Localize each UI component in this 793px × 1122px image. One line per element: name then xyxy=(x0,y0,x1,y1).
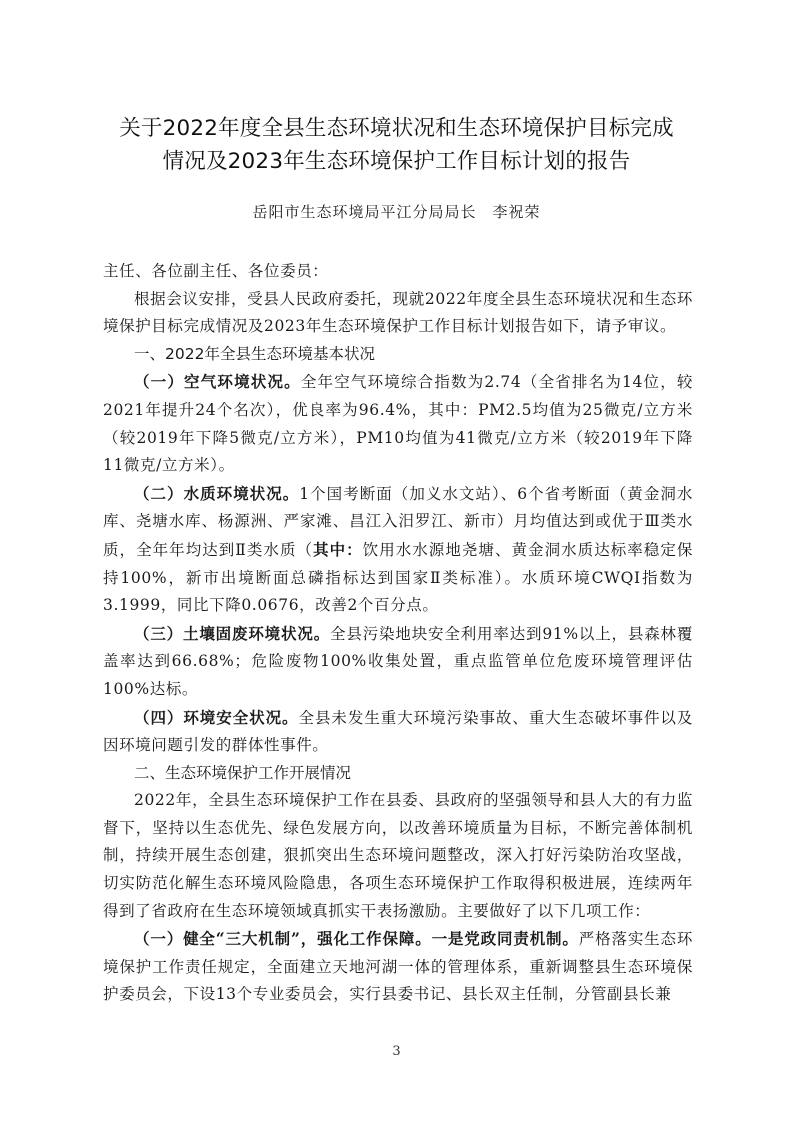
paragraph-text: 全年空气环境综合指数为2.74（全省排名为14位，较2021年提升24个名次），优良率为96.4%，其中：PM2.5均值为25微克/立方米（较2019年下降5微克/立方米），PM10均值为41微克/立方米（较2019年下降11微克/立方米）。 xyxy=(103,373,693,475)
paragraph-text: 1个国考断面（加义水文站）、6个省考断面（黄金洞水库、尧塘水库、杨源洲、严家滩、昌江入汨罗江、新市）月均值达到或优于Ⅲ类水质，全年年均达到Ⅱ类水质（ xyxy=(103,484,693,559)
document-title xyxy=(80,112,713,178)
paragraph-text: 严格落实生态环境保护工作责任规定，全面建立天地河湖一体的管理体系，重新调整县生态环境保护委员会，下设13个专业委员会，实行县委书记、县长双主任制，分管副县长兼 xyxy=(103,930,693,1004)
paragraph-lead: （一）健全“三大机制”，强化工作保障。一是党政同责机制。 xyxy=(134,929,579,949)
section-2-heading: 二、生态环境保护工作开展情况 xyxy=(134,763,352,782)
title-line-2: 情况及2023年生态环境保护工作目标计划的报告 xyxy=(162,149,631,174)
document-body xyxy=(103,258,693,1009)
title-line-1: 关于2022年度全县生态环境状况和生态环境保护目标完成 xyxy=(119,116,674,141)
water-quality-paragraph xyxy=(103,480,693,620)
env-safety-paragraph xyxy=(103,704,693,760)
soil-waste-paragraph xyxy=(103,620,693,704)
section-1-heading: 一、2022年全县生态环境基本状况 xyxy=(134,344,375,363)
intro-paragraph: 根据会议安排，受县人民政府委托，现就2022年度全县生态环境状况和生态环境保护目标完成情况及2023年生态环境保护工作目标计划报告如下，请予审议。 xyxy=(103,289,693,336)
paragraph-text: 全县污染地块安全利用率达到91%以上，县森林覆盖率达到66.68%；危险废物100%收集处置，重点监管单位危废环境管理评估100%达标。 xyxy=(103,624,693,698)
paragraph-lead: （四）环境安全状况。 xyxy=(134,707,299,727)
paragraph-text: 全县未发生重大环境污染事故、重大生态破坏事件以及因环境问题引发的群体性事件。 xyxy=(103,708,693,755)
salutation: 主任、各位副主任、各位委员： xyxy=(103,262,329,280)
paragraph-lead: （一）空气环境状况。 xyxy=(134,372,301,392)
section-2-intro: 2022年，全县生态环境保护工作在县委、县政府的坚强领导和县人大的有力监督下，坚持以生态优先、绿色发展方向，以改善环境质量为目标，不断完善体制机制，持续开展生态创建，狠抓突出生态环境问题整改，深入打好污染防治攻坚战，切实防范化解生态环境风险隐患，各项生态环境保护工作取得积极进展，连续两年得到了省政府在生态环境领域真抓实干表扬激励。主要做好了以下几项工作： xyxy=(103,791,693,920)
mechanism-paragraph xyxy=(103,925,693,1009)
author-line: 岳阳市生态环境局平江分局局长 李祝荣 xyxy=(252,203,541,221)
air-quality-paragraph xyxy=(103,368,693,479)
paragraph-bold-inline: 其中： xyxy=(313,539,363,559)
paragraph-lead: （二）水质环境状况。 xyxy=(134,483,300,503)
page-number: 3 xyxy=(392,1044,401,1059)
paragraph-lead: （三）土壤固废环境状况。 xyxy=(134,623,331,643)
paragraph-text: 饮用水水源地尧塘、黄金洞水质达标率稳定保持100%，新市出境断面总磷指标达到国家Ⅱ类标准）。水质环境CWQI指数为3.1999，同比下降0.0676，改善2个百分点。 xyxy=(103,540,693,615)
